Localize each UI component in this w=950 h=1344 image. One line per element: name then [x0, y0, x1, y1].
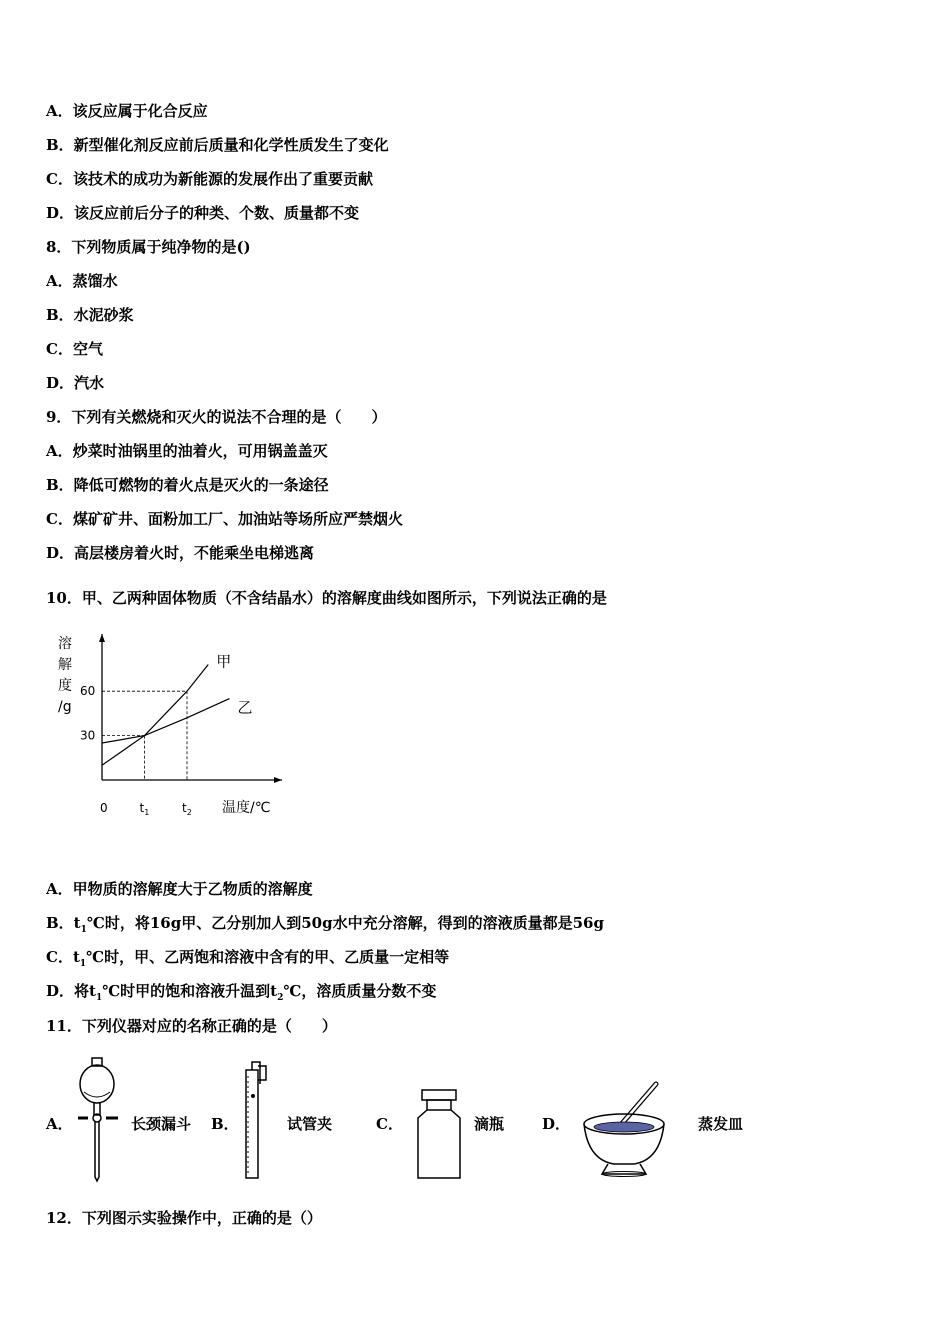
q10-option-c: C．$t_1℃$时，甲、乙两饱和溶液中含有的甲、乙质量一定相等: [46, 948, 450, 969]
x-axis-label: 温度/℃: [222, 800, 271, 816]
q8-stem: 8．下列物质属于纯净物的是(): [46, 238, 251, 256]
series-label: 乙: [237, 698, 253, 717]
q9-option-b: B．降低可燃物的着火点是灭火的一条途径: [46, 476, 329, 494]
q8-option-b: B．水泥砂浆: [46, 306, 134, 324]
q11-option-b-letter: B．: [211, 1115, 239, 1133]
x-tick-label: $t_2$: [182, 801, 192, 817]
q11-option-a-name: 长颈漏斗: [131, 1115, 192, 1133]
mortar-pestle-icon: [578, 1080, 670, 1180]
q11-option-c-name: 滴瓶: [474, 1115, 505, 1133]
q11-instrument-row: [0, 1050, 950, 1190]
q11-option-d-name: 蒸发皿: [698, 1115, 744, 1133]
y-axis-label-char: 解: [58, 657, 72, 673]
q10-stem: 10．甲、乙两种固体物质（不含结晶水）的溶解度曲线如图所示，下列说法正确的是: [46, 589, 607, 607]
y-tick-label: 30: [80, 728, 96, 743]
q7-option-c: C．该技术的成功为新能源的发展作出了重要贡献: [46, 170, 373, 188]
q9-option-a: A．炒菜时油锅里的油着火，可用锅盖盖灭: [46, 442, 328, 460]
y-axis-label-char: 度: [58, 678, 72, 694]
q10-option-a: A．甲物质的溶解度大于乙物质的溶解度: [46, 880, 313, 898]
q9-stem: 9．下列有关燃烧和灭火的说法不合理的是（ ）: [46, 408, 387, 426]
q9-option-c: C．煤矿矿井、面粉加工厂、加油站等场所应严禁烟火: [46, 510, 403, 528]
y-tick-label: 60: [80, 684, 96, 699]
q11-option-a-letter: A．: [46, 1115, 73, 1133]
y-axis-label-char: /g: [58, 699, 72, 715]
origin-label: 0: [100, 801, 108, 815]
q7-option-d: D．该反应前后分子的种类、个数、质量都不变: [46, 204, 360, 222]
q8-option-d: D．汽水: [46, 374, 105, 392]
x-axis-arrow: [274, 777, 282, 783]
y-axis-label-char: 溶: [58, 636, 72, 652]
q11-option-b-name: 试管夹: [287, 1115, 333, 1133]
q12-stem: 12．下列图示实验操作中，正确的是（）: [46, 1209, 322, 1227]
q9-option-d: D．高层楼房着火时，不能乘坐电梯逃离: [46, 544, 315, 562]
q10-option-d: D．将$t_1℃$时甲的饱和溶液升温到$t_2℃$，溶质质量分数不变: [46, 982, 437, 1003]
series-label: 甲: [216, 652, 232, 671]
q11-option-c-letter: C．: [376, 1115, 403, 1133]
q11-option-d-letter: D．: [542, 1115, 571, 1133]
wide-mouth-bottle-icon: [414, 1088, 464, 1182]
y-axis-arrow: [99, 634, 105, 642]
test-tube-clamp-icon: [238, 1056, 272, 1184]
q8-option-c: C．空气: [46, 340, 103, 358]
series-line-yi: [102, 699, 230, 743]
q11-stem: 11．下列仪器对应的名称正确的是（ ）: [46, 1017, 337, 1035]
q10-option-b: B．$t_1℃$时，将16g甲、乙分别加人到50g水中充分溶解，得到的溶液质量都是56g: [46, 914, 604, 935]
separatory-funnel-icon: [70, 1054, 126, 1184]
q7-option-a: A．该反应属于化合反应: [46, 102, 208, 120]
solubility-chart: [52, 630, 292, 820]
q8-option-a: A．蒸馏水: [46, 272, 118, 290]
x-tick-label: $t_1$: [139, 801, 150, 817]
q7-option-b: B．新型催化剂反应前后质量和化学性质发生了变化: [46, 136, 389, 154]
